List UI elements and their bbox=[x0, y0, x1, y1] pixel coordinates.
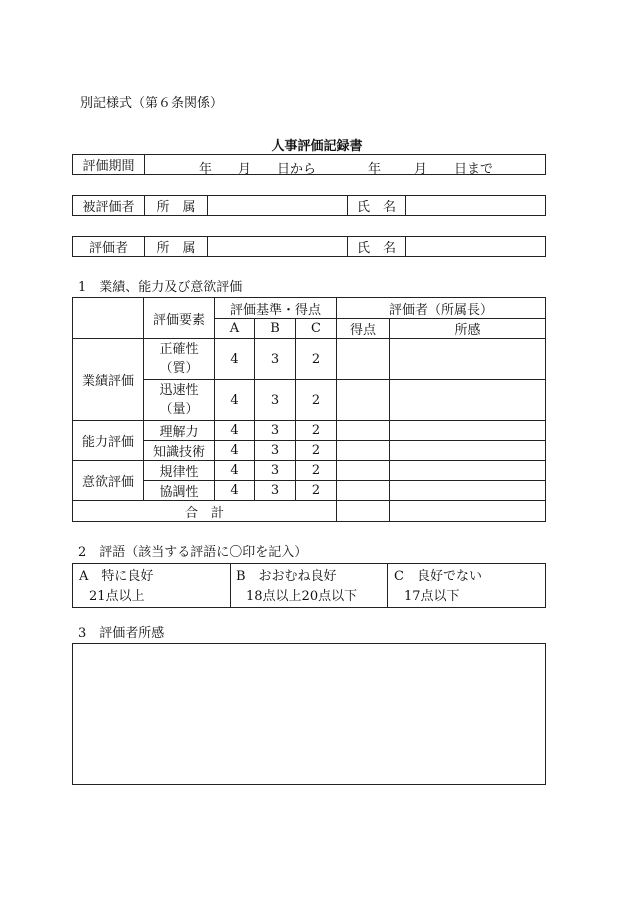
evaluator-affiliation-label: 所 属 bbox=[145, 237, 208, 257]
group-ability: 能力評価 bbox=[73, 421, 144, 461]
rating-c-grade: C 良好でない bbox=[394, 569, 482, 584]
item-understanding-score[interactable] bbox=[337, 421, 390, 441]
section2-heading: 2 評語（該当する評語に〇印を記入） bbox=[78, 545, 308, 560]
month-label: 月 bbox=[238, 161, 252, 177]
rating-a-grade: A 特に良好 bbox=[79, 569, 154, 584]
grade-b-header: B bbox=[255, 319, 296, 339]
item-knowledge-b: 3 bbox=[255, 441, 296, 461]
rating-b-grade: B おおむね良好 bbox=[236, 569, 337, 584]
item-discipline-score[interactable] bbox=[337, 461, 390, 481]
evaluator-name-label: 氏 名 bbox=[348, 237, 406, 257]
item-discipline-comment[interactable] bbox=[390, 461, 546, 481]
section3-heading: 3 評価者所感 bbox=[78, 626, 165, 641]
total-score[interactable] bbox=[337, 501, 390, 522]
item-cooperation-c: 2 bbox=[296, 481, 337, 501]
evaluator-comments-box[interactable] bbox=[72, 643, 546, 785]
rating-option-a[interactable] bbox=[73, 564, 231, 608]
item-discipline-b: 3 bbox=[255, 461, 296, 481]
evaluatee-label: 被評価者 bbox=[73, 196, 145, 216]
item-knowledge: 知識技術 bbox=[144, 441, 215, 461]
evaluatee-name-field[interactable] bbox=[406, 196, 546, 216]
evaluator-label: 評価者 bbox=[73, 237, 145, 257]
evaluatee-affiliation-label: 所 属 bbox=[145, 196, 208, 216]
item-speed-a: 4 bbox=[215, 380, 255, 421]
col-element-header: 評価要素 bbox=[144, 298, 215, 339]
evaluation-period-table bbox=[72, 154, 546, 175]
item-cooperation-b: 3 bbox=[255, 481, 296, 501]
item-speed: 迅速性 （量） bbox=[144, 380, 215, 421]
item-understanding: 理解力 bbox=[144, 421, 215, 441]
evaluation-table bbox=[72, 297, 546, 522]
item-discipline-a: 4 bbox=[215, 461, 255, 481]
item-discipline-c: 2 bbox=[296, 461, 337, 481]
year2-label: 年 bbox=[368, 161, 382, 177]
grade-c-header: C bbox=[296, 319, 337, 339]
item-understanding-a: 4 bbox=[215, 421, 255, 441]
evaluatee-affiliation-field[interactable] bbox=[208, 196, 348, 216]
evaluatee-table bbox=[72, 195, 546, 216]
item-understanding-c: 2 bbox=[296, 421, 337, 441]
form-reference: 別記様式（第６条関係） bbox=[80, 96, 224, 111]
col-criteria-header: 評価基準・得点 bbox=[215, 298, 337, 319]
rating-a-range: 21点以上 bbox=[89, 589, 145, 604]
period-fields[interactable] bbox=[145, 155, 546, 175]
item-knowledge-a: 4 bbox=[215, 441, 255, 461]
section1-heading: 1 業績、能力及び意欲評価 bbox=[78, 280, 243, 295]
item-accuracy-score[interactable] bbox=[337, 339, 390, 380]
grade-a-header: A bbox=[215, 319, 255, 339]
item-accuracy-b: 3 bbox=[255, 339, 296, 380]
comment-header: 所感 bbox=[390, 319, 546, 339]
evaluator-name-field[interactable] bbox=[406, 237, 546, 257]
item-speed-score[interactable] bbox=[337, 380, 390, 421]
item-knowledge-c: 2 bbox=[296, 441, 337, 461]
day-until-label: 日まで bbox=[454, 161, 494, 177]
item-discipline: 規律性 bbox=[144, 461, 215, 481]
evaluatee-name-label: 氏 名 bbox=[348, 196, 406, 216]
item-knowledge-score[interactable] bbox=[337, 441, 390, 461]
item-knowledge-comment[interactable] bbox=[390, 441, 546, 461]
score-header: 得点 bbox=[337, 319, 390, 339]
item-accuracy: 正確性 （質） bbox=[144, 339, 215, 380]
period-label: 評価期間 bbox=[73, 155, 145, 175]
item-speed-b: 3 bbox=[255, 380, 296, 421]
rating-table bbox=[72, 563, 546, 608]
rating-c-range: 17点以下 bbox=[404, 589, 460, 604]
item-understanding-b: 3 bbox=[255, 421, 296, 441]
day-from-label: 日から bbox=[277, 161, 317, 177]
item-understanding-comment[interactable] bbox=[390, 421, 546, 441]
item-accuracy-a: 4 bbox=[215, 339, 255, 380]
year-label: 年 bbox=[199, 161, 213, 177]
page-title: 人事評価記録書 bbox=[271, 139, 363, 154]
item-accuracy-c: 2 bbox=[296, 339, 337, 380]
col-evaluator-header: 評価者（所属長） bbox=[337, 298, 546, 319]
total-label: 合 計 bbox=[73, 501, 337, 522]
corner-cell bbox=[73, 298, 144, 339]
item-speed-comment[interactable] bbox=[390, 380, 546, 421]
group-motivation: 意欲評価 bbox=[73, 461, 144, 501]
item-accuracy-comment[interactable] bbox=[390, 339, 546, 380]
rating-option-b[interactable] bbox=[231, 564, 388, 608]
month2-label: 月 bbox=[414, 161, 428, 177]
rating-b-range: 18点以上20点以下 bbox=[246, 589, 358, 604]
item-cooperation-score[interactable] bbox=[337, 481, 390, 501]
total-comment[interactable] bbox=[390, 501, 546, 522]
rating-option-c[interactable] bbox=[388, 564, 546, 608]
item-cooperation-comment[interactable] bbox=[390, 481, 546, 501]
item-cooperation-a: 4 bbox=[215, 481, 255, 501]
group-performance: 業績評価 bbox=[73, 339, 144, 421]
item-cooperation: 協調性 bbox=[144, 481, 215, 501]
evaluator-affiliation-field[interactable] bbox=[208, 237, 348, 257]
evaluator-table bbox=[72, 236, 546, 257]
item-speed-c: 2 bbox=[296, 380, 337, 421]
